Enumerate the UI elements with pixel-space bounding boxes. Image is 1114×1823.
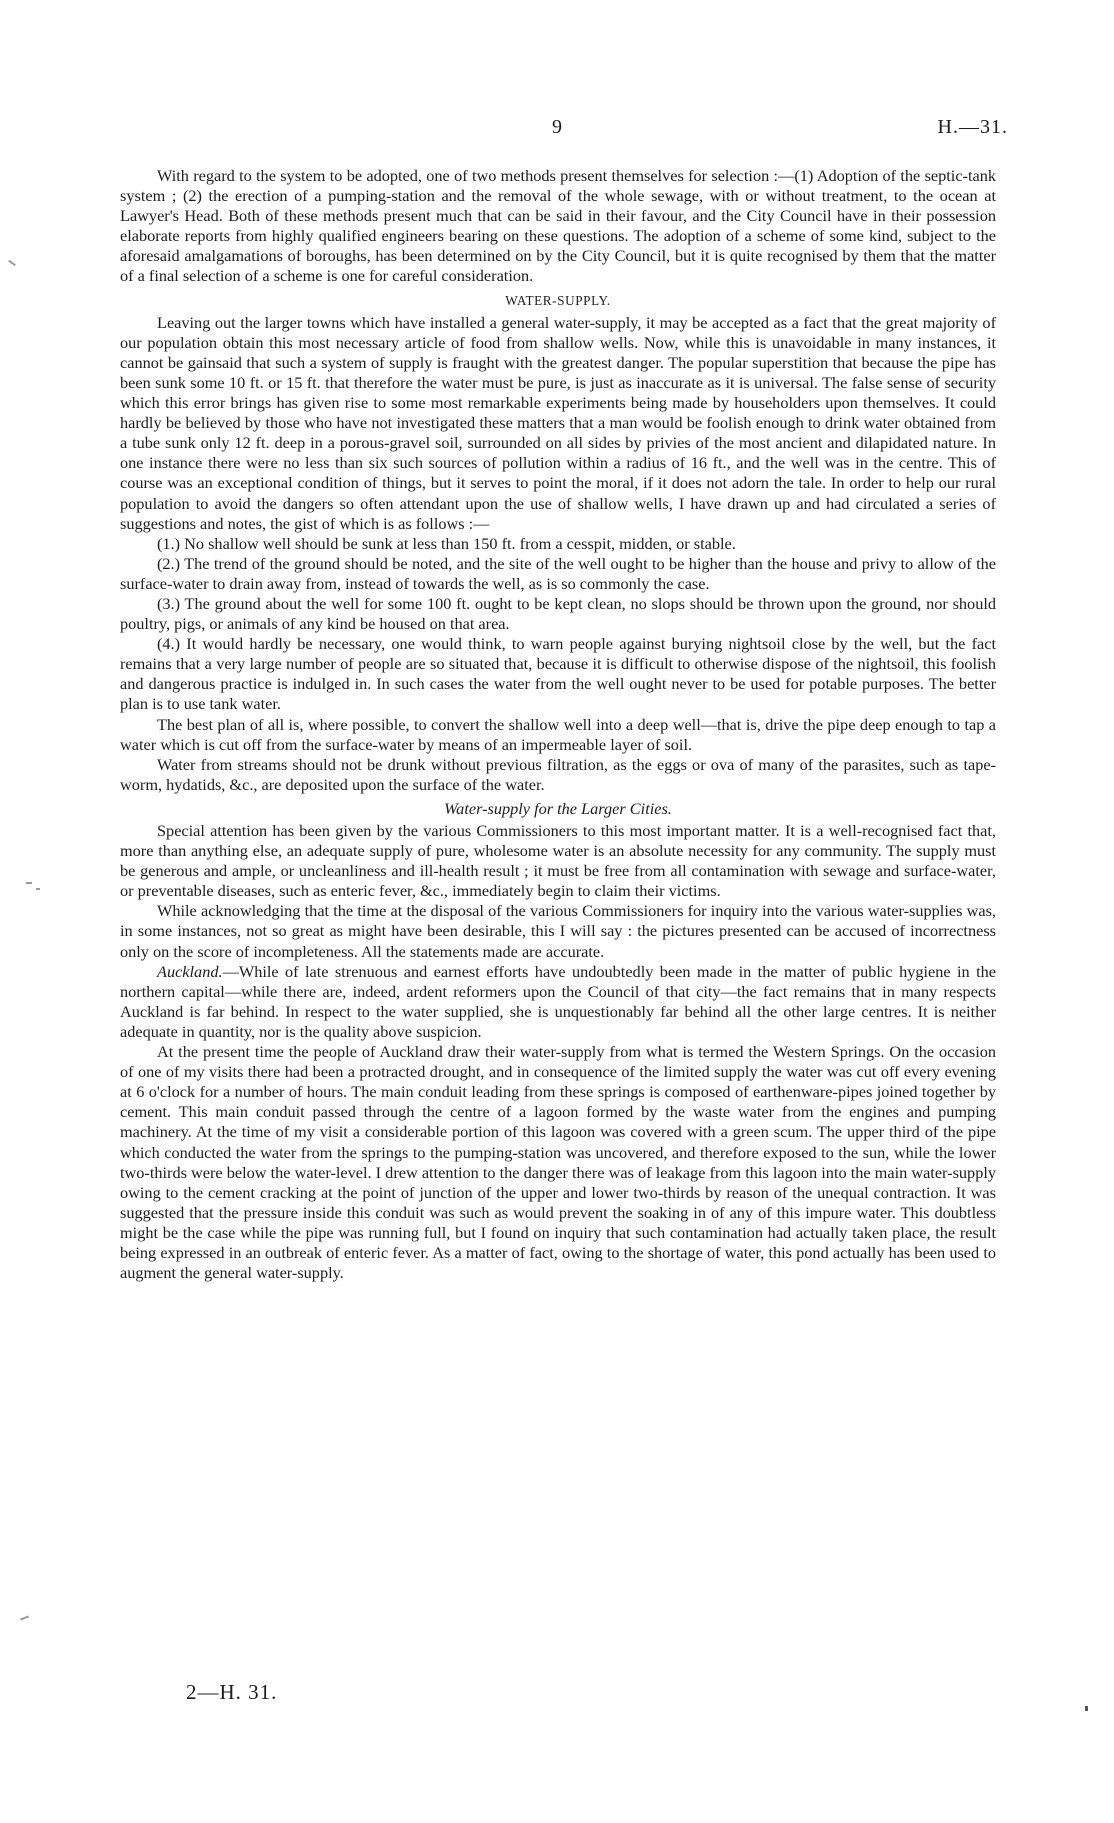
deep-well-paragraph: The best plan of all is, where possible, to convert the shallow well into a deep well—that is, drive the pipe deep enough to tap a water which is cut off from the surface-water by means of an impermeable layer of soil.: [120, 714, 996, 754]
intro-paragraph: With regard to the system to be adopted, one of two methods present themselves for selection :—(1) Adoption of the septic-tank system ; (2) the erection of a pumping-station and the removal of the whole sewage, with or without treatment, to the ocean at Lawyer's Head. Both of these methods present much that can be said in their favour, and the City Council have in their possession elaborate reports from highly qualified engineers bearing on these questions. The adoption of a scheme of some kind, subject to the aforesaid amalgamations of boroughs, has been determined on by the City Council, but it is quite recognised by them that the matter of a final selection of a scheme is one for careful consideration.: [120, 166, 996, 286]
water-supply-paragraph: Leaving out the larger towns which have installed a general water-supply, it may be accepted as a fact that the great majority of our population obtain this most necessary article of food from shallow wells. Now, while this is unavoidable in many instances, it cannot be gainsaid that such a system of supply is fraught with the greatest danger. The popular superstition that because the pipe has been sunk some 10 ft. or 15 ft. that therefore the water must be pure, is just as inaccurate as it is universal. The false sense of security which this error brings has given rise to some most remarkable experiments being made by householders upon themselves. It could hardly be believed by those who have not investigated these matters that a man would be foolish enough to drink water obtained from a tube sunk only 12 ft. deep in a porous-gravel soil, surrounded on all sides by privies of the most ancient and dilapidated nature. In one instance there were no less than six such sources of pollution within a radius of 16 ft., and the well was in the centre. This of course was an exceptional condition of things, but it serves to point the moral, if it does not adorn the tale. In order to help our rural population to avoid the dangers so often attendant upon the use of shallow wells, I have drawn up and had circulated a series of suggestions and notes, the gist of which is as follows :—: [120, 312, 996, 533]
document-body: [120, 166, 996, 1283]
margin-mark: [26, 882, 32, 884]
margin-mark: [8, 260, 16, 266]
page-number: 9: [552, 116, 562, 138]
acknowledging-paragraph: While acknowledging that the time at the disposal of the various Commissioners for inquiry into the various water-supplies was, in some instances, not so great as might have been desirable, this I will say : the pictures presented can be accused of incorrectness only on the score of incompleteness. All the statements made are accurate.: [120, 901, 996, 961]
suggestion-item: (2.) The trend of the ground should be noted, and the site of the well ought to be higher than the house and privy to allow of the surface-water to drain away from, instead of towards the well, as is so commonly the case.: [120, 553, 996, 593]
larger-cities-heading: Water-supply for the Larger Cities.: [444, 798, 672, 818]
suggestion-item: (4.) It would hardly be necessary, one would think, to warn people against burying nightsoil close by the well, but the fact remains that a very large number of people are so situated that, because it is difficult to otherwise dispose of the nightsoil, this foolish and dangerous practice is indulged in. In such cases the water from the well ought never to be used for potable purposes. The better plan is to use tank water.: [120, 634, 996, 714]
page-header: [120, 116, 1008, 146]
margin-mark: [36, 888, 40, 890]
auckland-text: —While of late strenuous and earnest efforts have undoubtedly been made in the matter of public hygiene in the northern capital—while there are, indeed, ardent reformers upon the Council of that city—the fact remains that in many respects Auckland is far behind. In respect to the water supplied, she is unquestionably far behind all the other large centres. It is neither adequate in quantity, nor is the quality above suspicion.: [120, 961, 996, 1041]
margin-mark: [20, 1616, 29, 1621]
auckland-lead: Auckland.: [157, 961, 223, 981]
suggestion-item: (1.) No shallow well should be sunk at less than 150 ft. from a cesspit, midden, or stable.: [157, 533, 736, 553]
document-code: H.—31.: [937, 116, 1008, 138]
auckland-paragraph: [120, 962, 996, 1042]
streams-paragraph: Water from streams should not be drunk without previous filtration, as the eggs or ova of many of the parasites, such as tape-worm, hydatids, &c., are deposited upon the surface of the water.: [120, 754, 996, 794]
water-supply-heading: WATER-SUPPLY.: [505, 292, 611, 308]
suggestion-item: (3.) The ground about the well for some 100 ft. ought to be kept clean, no slops should be thrown upon the ground, nor should poultry, pigs, or animals of any kind be housed on that area.: [120, 593, 996, 634]
special-attention-paragraph: Special attention has been given by the various Commissioners to this most important matter. It is a well-recognised fact that, more than anything else, an adequate supply of pure, wholesome water is an absolute necessity for any community. The supply must be generous and ample, or uncleanliness and ill-health result ; it must be free from all contamination with sewage and surface-water, or preventable diseases, such as enteric fever, &c., immediately begin to claim their victims.: [120, 821, 996, 901]
margin-mark: [1085, 1706, 1088, 1711]
signature-mark: 2—H. 31.: [186, 1680, 278, 1704]
western-springs-paragraph: At the present time the people of Auckland draw their water-supply from what is termed the Western Springs. On the occasion of one of my visits there had been a protracted drought, and in consequence of the limited supply the water was cut off every evening at 6 o'clock for a number of hours. The main conduit leading from these springs is composed of earthenware-pipes joined together by cement. This main conduit passed through the centre of a lagoon formed by the waste water from the engines and pumping machinery. At the time of my visit a considerable portion of this lagoon was covered with a green scum. The upper third of the pipe which conducted the water from the springs to the pumping-station was uncovered, and therefore exposed to the sun, while the lower two-thirds were below the water-level. I drew attention to the danger there was of leakage from this lagoon into the main water-supply owing to the cement cracking at the point of junction of the upper and lower two-thirds by reason of the unequal contraction. It was suggested that the pressure inside this conduit was such as would prevent the soaking in of any of this impure water. This doubtless might be the case while the pipe was running full, but I found on inquiry that such contamination had actually taken place, the result being expressed in an outbreak of enteric fever. As a matter of fact, owing to the shortage of water, this pond actually has been used to augment the general water-supply.: [120, 1042, 996, 1283]
